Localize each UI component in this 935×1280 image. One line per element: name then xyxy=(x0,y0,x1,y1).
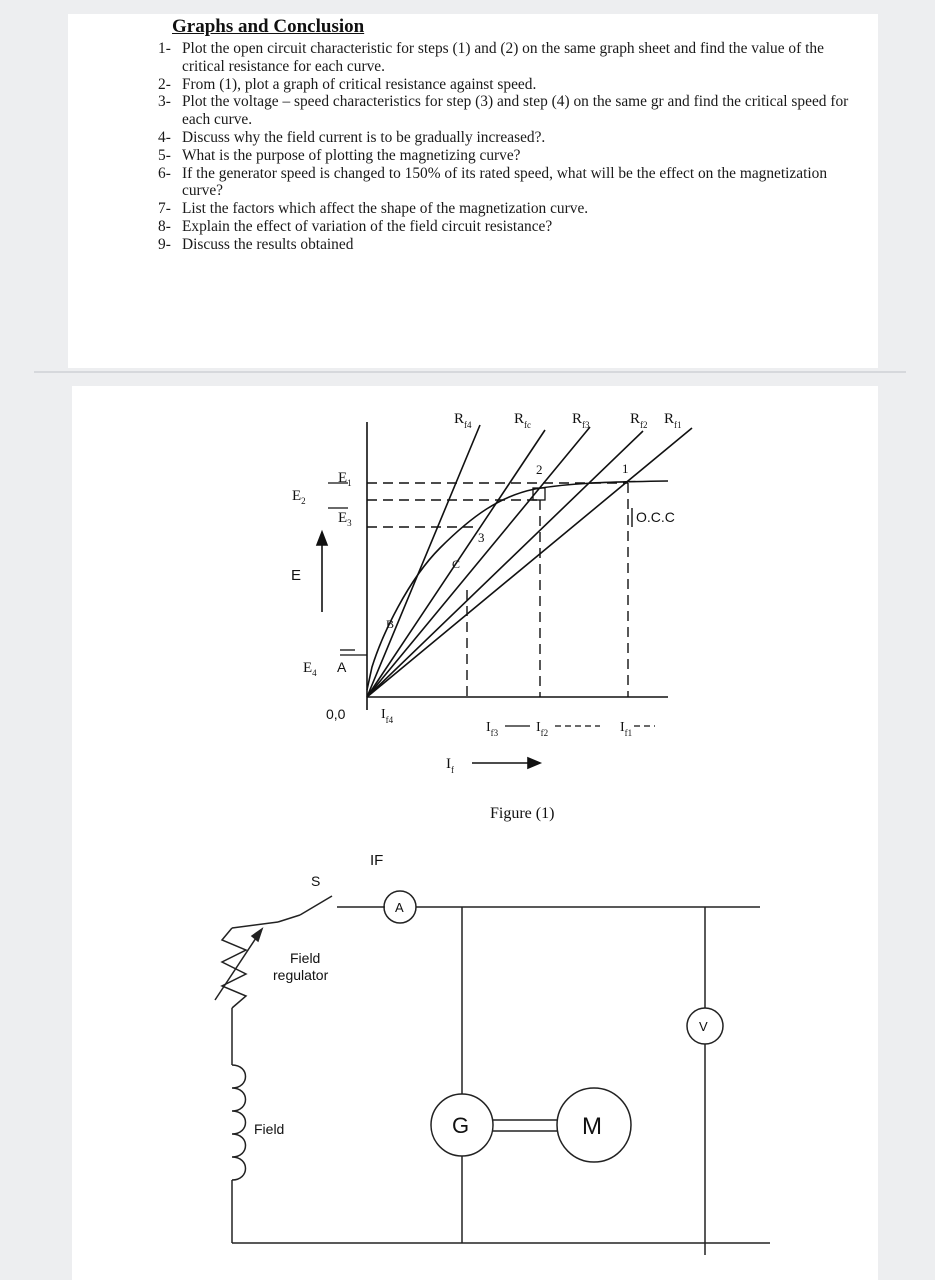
label-if4: $I_{f4}$ xyxy=(381,707,394,725)
label-field: Field xyxy=(254,1121,285,1137)
label-e1: $E_1$ xyxy=(338,470,352,488)
line-rf2 xyxy=(367,431,643,697)
question-item: 2- From (1), plot a graph of critical resistance against speed. xyxy=(158,75,537,93)
label-if2: $I_{f2}$ xyxy=(536,720,549,738)
label-e-axis: E xyxy=(291,567,302,584)
label-if-axis: $I_f$ xyxy=(446,756,454,775)
if-arrow-head xyxy=(528,758,540,768)
figure-caption: Figure (1) xyxy=(490,805,555,822)
label-regulator-2: regulator xyxy=(273,967,329,983)
line-rf4 xyxy=(367,425,480,697)
label-rfc: $R_{fc}$ xyxy=(514,411,532,430)
question-item: 5- What is the purpose of plotting the magnetizing curve? xyxy=(158,146,521,164)
wire-switch-left xyxy=(278,915,300,922)
top-resistance-labels xyxy=(454,411,682,430)
label-e3: $E_3$ xyxy=(338,510,352,528)
regulator-arrow-head xyxy=(252,929,262,941)
question-item: 1- Plot the open circuit characteristic for steps (1) and (2) on the same graph sheet and find the value of the critical resistance for each curve. xyxy=(158,40,824,75)
label-point-c: C xyxy=(452,557,461,571)
label-point-1: 1 xyxy=(622,461,629,476)
label-point-3: 3 xyxy=(478,530,485,545)
label-rf1: $R_{f1}$ xyxy=(664,411,682,430)
label-occ: O.C.C xyxy=(636,509,675,525)
question-item: 3- Plot the voltage – speed characteristics for step (3) and step (4) on the same gr and find the critical speed for each curve. xyxy=(158,93,849,129)
switch-blade xyxy=(300,896,332,915)
line-rf1 xyxy=(367,428,692,697)
question-item: 4- Discuss why the field current is to be gradually increased?. xyxy=(158,128,546,146)
label-point-b: B xyxy=(386,617,395,631)
label-rf2: $R_{f2}$ xyxy=(630,411,648,430)
label-origin: 0,0 xyxy=(326,706,346,722)
wire-regulator-top xyxy=(232,922,278,928)
circuit-labels xyxy=(254,852,708,1140)
label-generator: G xyxy=(452,1113,470,1138)
section-heading: Graphs and Conclusion xyxy=(172,16,365,37)
label-e2: $E_2$ xyxy=(292,488,306,506)
label-ammeter: A xyxy=(395,900,404,915)
label-switch: S xyxy=(311,873,321,889)
occ-graph xyxy=(317,422,692,768)
field-coil xyxy=(232,1065,246,1180)
label-point-2: 2 xyxy=(536,462,543,477)
question-item: 6- If the generator speed is changed to 150% of its rated speed, what will be the effect on the magnetization curve? xyxy=(158,164,828,200)
x-tick-labels xyxy=(381,707,655,775)
label-if-current: IF xyxy=(370,852,384,869)
e-arrow-head xyxy=(317,532,327,545)
label-rf3: $R_{f3}$ xyxy=(572,411,590,430)
regulator-arrow xyxy=(215,935,258,1000)
field-regulator-resistor xyxy=(222,928,246,1008)
label-if3: $I_{f3}$ xyxy=(486,720,499,738)
label-voltmeter: V xyxy=(699,1019,708,1034)
line-rf3 xyxy=(367,427,590,697)
label-a: A xyxy=(337,659,347,675)
label-motor: M xyxy=(582,1113,602,1140)
circuit-diagram xyxy=(215,891,770,1255)
label-e4: $E_4$ xyxy=(303,660,317,678)
label-regulator-1: Field xyxy=(290,950,321,966)
label-rf4: $R_{f4}$ xyxy=(454,411,472,430)
label-if1: $I_{f1}$ xyxy=(620,720,633,738)
question-item: 7- List the factors which affect the shape of the magnetization curve. xyxy=(158,200,589,218)
question-item: 9- Discuss the results obtained xyxy=(158,235,354,253)
question-item: 8- Explain the effect of variation of the field circuit resistance? xyxy=(158,217,553,235)
